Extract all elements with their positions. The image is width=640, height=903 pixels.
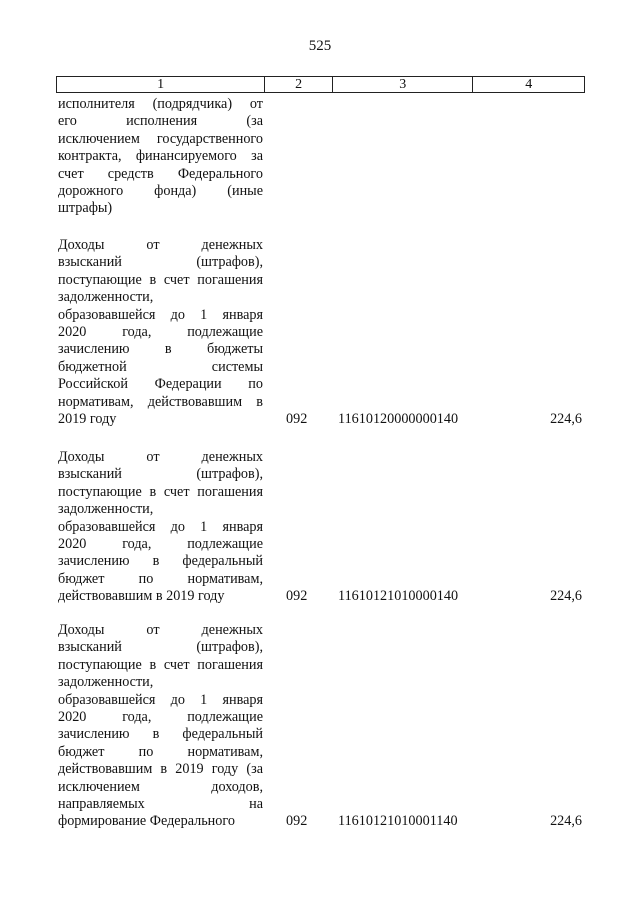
row-description [58,449,263,606]
header-col-1: 1 [57,77,265,92]
table-header [56,76,585,93]
amount: 224,6 [550,588,582,605]
description-line: Российской Федерации по [58,376,263,393]
table-row [58,96,585,218]
description-line: бюджет по нормативам, [58,743,263,760]
header-col-2: 2 [265,77,333,92]
revenue-code: 11610121010001140 [338,813,458,830]
description-line: зачислению в бюджеты [58,341,263,358]
description-line: бюджетной системы [58,358,263,375]
description-line: бюджет по нормативам, [58,570,263,587]
description-line: Доходы от денежных [58,622,263,638]
description-line: поступающие в счет погашения [58,271,263,288]
description-line: взысканий (штрафов), [58,466,263,483]
description-line: образовавшейся до 1 января [58,518,263,535]
revenue-code: 11610120000000140 [338,411,459,427]
description-line: зачислению в федеральный [58,726,263,743]
table-row [58,622,585,831]
admin-code: 092 [286,588,308,605]
row-description [58,622,263,831]
description-line: 2019 году [58,410,117,427]
description-line: 2020 года, подлежащие [58,708,263,725]
description-line: поступающие в счет погашения [58,483,263,500]
description-line: контракта, финансируемого за [58,148,263,165]
description-line: задолженности, [58,289,154,306]
description-line: образовавшейся до 1 января [58,306,263,323]
description-line: штрафы) [58,200,113,217]
description-line: взысканий (штрафов), [58,639,263,656]
description-line: исключением доходов, [58,778,263,795]
description-line: Доходы от денежных [58,237,263,253]
description-line: Доходы от денежных [58,449,263,465]
description-line: действовавшим в 2019 году [58,588,225,605]
description-line: зачислению в федеральный [58,553,263,570]
admin-code: 092 [286,813,308,830]
description-line: формирование Федерального [58,813,235,830]
description-line: исключением государственного [58,130,263,147]
header-col-3: 3 [333,77,473,92]
description-line: исполнителя (подрядчика) от [58,96,263,112]
description-line: 2020 года, подлежащие [58,535,263,552]
description-line: задолженности, [58,501,154,518]
description-line: его исполнения (за [58,113,263,130]
amount: 224,6 [550,813,582,830]
table-row [58,237,585,428]
description-line: 2020 года, подлежащие [58,323,263,340]
description-line: задолженности, [58,674,154,691]
description-line: действовавшим в 2019 году (за [58,761,263,778]
description-line: дорожного фонда) (иные [58,182,263,199]
row-description [58,96,263,218]
admin-code: 092 [286,411,308,427]
description-line: образовавшейся до 1 января [58,691,263,708]
description-line: направляемых на [58,795,263,812]
table-row [58,449,585,606]
row-description [58,237,263,428]
description-line: нормативам, действовавшим в [58,393,263,410]
description-line: взысканий (штрафов), [58,254,263,271]
header-col-4: 4 [525,77,533,92]
page-number: 525 [308,38,332,54]
description-line: счет средств Федерального [58,165,263,182]
amount: 224,6 [550,411,582,427]
revenue-code: 11610121010000140 [338,588,459,605]
description-line: поступающие в счет погашения [58,656,263,673]
